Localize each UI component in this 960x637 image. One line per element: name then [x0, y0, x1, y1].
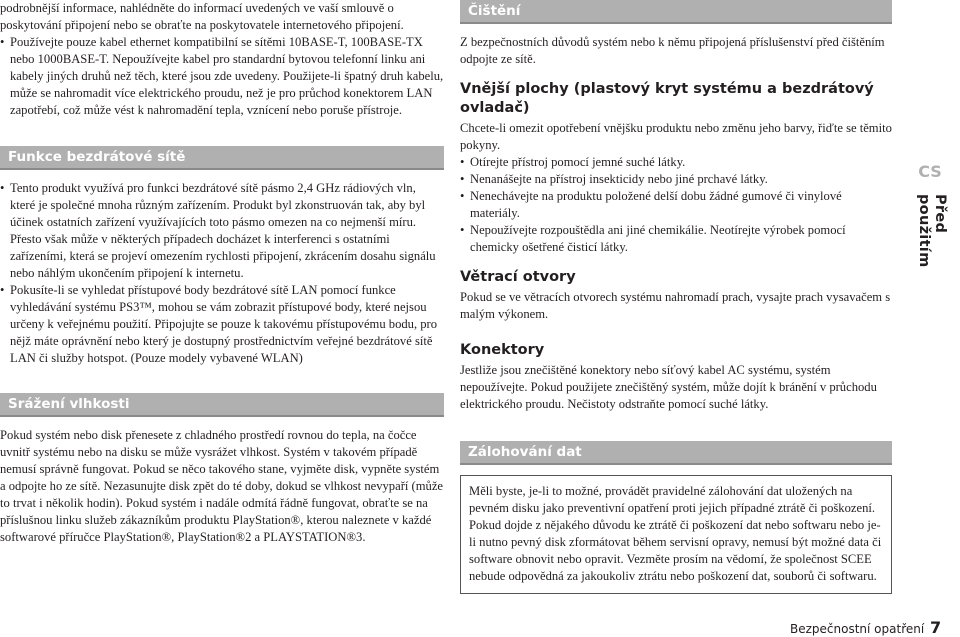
- wireless-bullet-1: • Tento produkt využívá pro funkci bezdrátové sítě pásmo 2,4 GHz rádiových vln, které je společné mnoha různým zařízením. Produkt byl zkonstruován tak, aby byl účinek ostatních zařízení využívajících toto pásmo omezen na co nejmenší míru. Přesto však může v některých případech docházet k interferenci s ostatními zařízeními, která se projeví omezením rychlosti připojení, zkrácením dosahu signálu nebo náhlým ukončením připojení k internetu.: [0, 180, 444, 282]
- condensation-paragraph: Pokud systém nebo disk přenesete z chladného prostředí rovnou do tepla, na čočce uvnitř systému nebo na disku se může vysrážet vlhkost. Systém v takovém případě nemusí správně fungovat. Pokud se něco takového stane, vyjměte disk, vypněte systém a odpojte ho ze sítě. Nezasunujte disk zpět do té doby, dokud se vlhkost nevypaří (může to trvat i několik hodin). Pokud systém i nadále odmítá řádně fungovat, obraťte se na příslušnou linku služeb zákazníkům produktu PlayStation®, kterou naleznete v každé softwarové příručce PlayStation®, PlayStation®2 a PLAYSTATION®3.: [0, 428, 444, 544]
- wireless-bullet-2: • Pokusíte-li se vyhledat přístupové body bezdrátové sítě LAN pomocí funkce vyhledávání systému PS3™, mohou se vám zobrazit přístupové body, které nejsou určeny k veřejnému použití. Připojujte se pouze k takovému přístupovému bodu, pro nějž máte oprávnění nebo který je dostupný prostřednictvím veřejné bezdrátové sítě LAN či služby hotspot. (Pouze modely vybavené WLAN): [0, 282, 444, 367]
- chapter-title: Před použitím: [916, 194, 948, 268]
- connectors-heading: Konektory: [460, 342, 545, 358]
- language-code: CS: [918, 162, 942, 181]
- intro-bullet-list: [0, 34, 444, 119]
- intro-paragraph: podrobnější informace, nahlédněte do informací uvedených ve vaší smlouvě o poskytování připojení nebo se obraťte na poskytovatele internetového připojení.: [0, 1, 404, 32]
- exterior-bullet-2: • Nenanášejte na přístroj insekticidy nebo jiné prchavé látky.: [460, 171, 892, 188]
- exterior-bullet-list: [460, 154, 892, 256]
- exterior-bullet-4: • Nepoužívejte rozpouštědla ani jiné chemikálie. Neotírejte výrobek pomocí chemicky ošetřené čisticí látky.: [460, 222, 892, 256]
- exterior-heading: Vnější plochy (plastový kryt systému a bezdrátový ovladač): [460, 81, 874, 116]
- wireless-section-heading: Funkce bezdrátové sítě: [0, 146, 444, 170]
- right-column: [460, 0, 892, 594]
- left-column: [0, 0, 444, 546]
- backup-notice-box: [460, 475, 892, 594]
- backup-section-heading: Zálohování dat: [460, 441, 892, 465]
- condensation-section-heading: Srážení vlhkosti: [0, 393, 444, 417]
- exterior-bullet-1: • Otírejte přístroj pomocí jemné suché látky.: [460, 154, 892, 171]
- connectors-paragraph: Jestliže jsou znečištěné konektory nebo síťový kabel AC systému, systém nepoužívejte. Pokud použijete znečištěný systém, může dojít k bránění v průchodu elektrického proudu. Nečistoty odstraňte pomocí suché látky.: [460, 363, 877, 411]
- footer-section-label: Bezpečnostní opatření: [790, 622, 925, 636]
- exterior-bullet-3: • Nenechávejte na produktu položené delší dobu žádné gumové či vinylové materiály.: [460, 188, 892, 222]
- ethernet-cable-bullet: • Používejte pouze kabel ethernet kompatibilní se sítěmi 10BASE-T, 100BASE-TX nebo 1000BASE-T. Nepoužívejte kabel pro standardní bytovou telefonní linku ani kabely jiných druhů než těch, které jsou zde uvedeny. Použijete-li špatný druh kabelu, může se nahromadit více elektrického proudu, než je pro průchod konektorem LAN zapotřebí, což může vést k nahromadění tepla, vznícení nebo poruše přístroje.: [0, 34, 444, 119]
- cleaning-section-heading: Čištění: [460, 0, 892, 24]
- wireless-bullet-list: [0, 180, 444, 367]
- side-tab: [900, 160, 960, 310]
- vents-paragraph: Pokud se ve větracích otvorech systému nahromadí prach, vysajte prach vysavačem s malým výkonem.: [460, 290, 891, 321]
- cleaning-paragraph: Z bezpečnostních důvodů systém nebo k němu připojená příslušenství před čištěním odpojte ze sítě.: [460, 35, 885, 66]
- backup-paragraph: Měli byste, je-li to možné, provádět pravidelné zálohování dat uložených na pevném disku jako preventivní opatření proti jejich případné ztrátě či poškození. Pokud dojde z nějakého důvodu ke ztrátě či poškození dat nebo softwaru nebo je-li nutno pevný disk zformátovat během servisní opravy, nemusí být možné data či software obnovit nebo opravit. Vezměte prosím na vědomí, že společnost SCEE nebude odpovědná za jakoukoliv ztrátu nebo poškození dat, souborů či softwaru.: [469, 484, 882, 583]
- exterior-paragraph: Chcete-li omezit opotřebení vnějšku produktu nebo změnu jeho barvy, řiďte se těmito pokyny.: [460, 121, 892, 152]
- page-number: 7: [930, 618, 942, 637]
- vents-heading: Větrací otvory: [460, 269, 576, 285]
